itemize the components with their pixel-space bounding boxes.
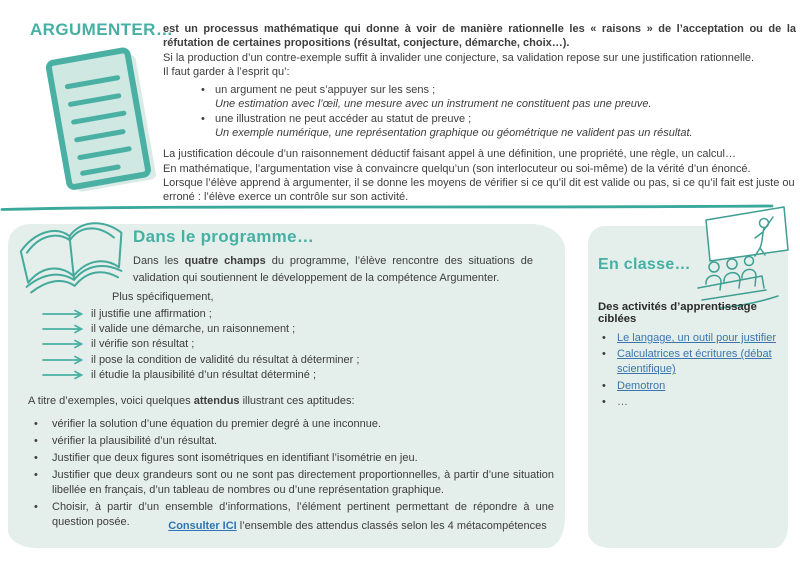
list-item: • Choisir, à partir d’un ensemble d’informations, l’élément pertinent permettant de répondre à une question posée. bbox=[32, 500, 554, 529]
arrow-right-icon bbox=[42, 339, 84, 349]
list-item bbox=[600, 331, 786, 346]
specifically-label: Plus spécifiquement, bbox=[112, 291, 214, 303]
list-item bbox=[42, 321, 359, 336]
list-item: • Justifier que deux figures sont isométriques en identifiant l’isométrie en jeu. bbox=[32, 451, 554, 466]
activity-link-langage[interactable]: Le langage, un outil pour justifier bbox=[617, 332, 776, 344]
activity-link-demotron[interactable]: Demotron bbox=[617, 379, 666, 392]
list-item bbox=[42, 352, 359, 367]
arrow-list bbox=[42, 306, 359, 383]
classe-link-list bbox=[600, 331, 786, 411]
examples-intro-bold: attendus bbox=[193, 395, 240, 407]
examples-intro-pre: A titre d’exemples, voici quelques bbox=[28, 395, 194, 407]
list-item bbox=[201, 112, 796, 141]
list-item: • vérifier la plausibilité d’un résultat. bbox=[32, 434, 554, 449]
programme-intro-pre: Dans les bbox=[133, 255, 185, 267]
arrow-right-icon bbox=[42, 355, 84, 365]
bullet-note: Une estimation avec l’œil, une mesure avec un instrument ne constituent pas une preuve. bbox=[215, 98, 652, 111]
example-list bbox=[32, 417, 554, 532]
intro-bullet-list bbox=[201, 83, 796, 140]
list-item bbox=[42, 306, 359, 321]
list-item bbox=[42, 337, 359, 352]
arrow-right-icon bbox=[42, 324, 84, 334]
list-item: • vérifier la solution d’une équation du premier degré à une inconnue. bbox=[32, 417, 554, 432]
classe-heading: En classe… bbox=[598, 256, 691, 273]
arrow-item-label: il valide une démarche, un raisonnement ; bbox=[91, 323, 296, 336]
notepad-icon bbox=[36, 44, 158, 200]
programme-intro-bold: quatre champs bbox=[184, 255, 266, 267]
intro-counterexample: Si la production d’un contre-exemple suffit à invalider une conjecture, sa validation repose sur une justification rationnelle. bbox=[163, 51, 755, 64]
examples-intro-post: illustrant ces aptitudes: bbox=[239, 395, 355, 407]
list-item bbox=[42, 368, 359, 383]
list-item bbox=[600, 395, 786, 410]
arrow-item-label: il justifie une affirmation ; bbox=[91, 307, 212, 320]
intro-lead: est un processus mathématique qui donne à voir de manière rationnelle les « raisons » de l’acceptation ou de la réfutation de certaines propositions (résultat, conjecture, démarche, choix…). bbox=[163, 23, 796, 50]
consult-ici-link[interactable]: Consulter ICI bbox=[168, 520, 237, 532]
classe-subheading: Des activités d’apprentissage ciblées bbox=[598, 301, 757, 325]
arrow-right-icon bbox=[42, 370, 84, 380]
examples-intro bbox=[28, 395, 355, 407]
intro-text-block bbox=[163, 22, 796, 205]
list-item bbox=[600, 379, 786, 394]
para-mathematique: En mathématique, l’argumentation vise à convaincre quelqu’un (son interlocuteur ou soi-même) de la vérité d’un énoncé. bbox=[163, 162, 751, 175]
consult-rest: l’ensemble des attendus classés selon les 4 métacompétences bbox=[236, 520, 547, 532]
list-item bbox=[201, 83, 796, 112]
arrow-right-icon bbox=[42, 309, 84, 319]
programme-intro bbox=[133, 253, 533, 287]
page-title: ARGUMENTER… bbox=[30, 20, 174, 39]
para-justification: La justification découle d’un raisonnement déductif faisant appel à une définition, une propriété, une règle, un calcul… bbox=[163, 148, 736, 161]
arrow-item-label: il vérifie son résultat ; bbox=[91, 338, 195, 351]
programme-heading: Dans le programme… bbox=[133, 227, 315, 246]
more-dots-label: … bbox=[617, 395, 628, 408]
intro-keep-in-mind: Il faut garder à l’esprit qu’: bbox=[163, 65, 290, 78]
para-eleve: Lorsque l’élève apprend à argumenter, il se donne les moyens de vérifier si ce qu’il dit est valide ou pas, si ce qu’il fait est juste ou erroné : l’élève exerce un contrôle sur son activité. bbox=[163, 176, 795, 204]
bullet-text: • une illustration ne peut accéder au statut de preuve ; bbox=[215, 112, 472, 125]
bullet-text: • un argument ne peut s’appuyer sur les sens ; bbox=[215, 84, 436, 97]
arrow-item-label: il étudie la plausibilité d’un résultat déterminé ; bbox=[91, 369, 317, 382]
arrow-item-label: il pose la condition de validité du résultat à déterminer ; bbox=[91, 353, 360, 366]
list-item: • Justifier que deux grandeurs sont ou ne sont pas directement proportionnelles, à partir d’une situation libellée en français, d’un tableau de nombres ou d’une représentation graphique. bbox=[32, 468, 554, 497]
bullet-note: Un exemple numérique, une représentation graphique ou géométrique ne valident pas un résultat. bbox=[215, 127, 693, 140]
programme-intro-post: du programme, l’élève rencontre des situations de validation qui soutiennent le développement de la compétence Argumenter. bbox=[133, 255, 533, 284]
activity-link-calculatrices[interactable]: Calculatrices et écritures (débat scientifique) bbox=[617, 348, 772, 376]
list-item bbox=[600, 347, 786, 377]
consult-line bbox=[105, 520, 610, 532]
